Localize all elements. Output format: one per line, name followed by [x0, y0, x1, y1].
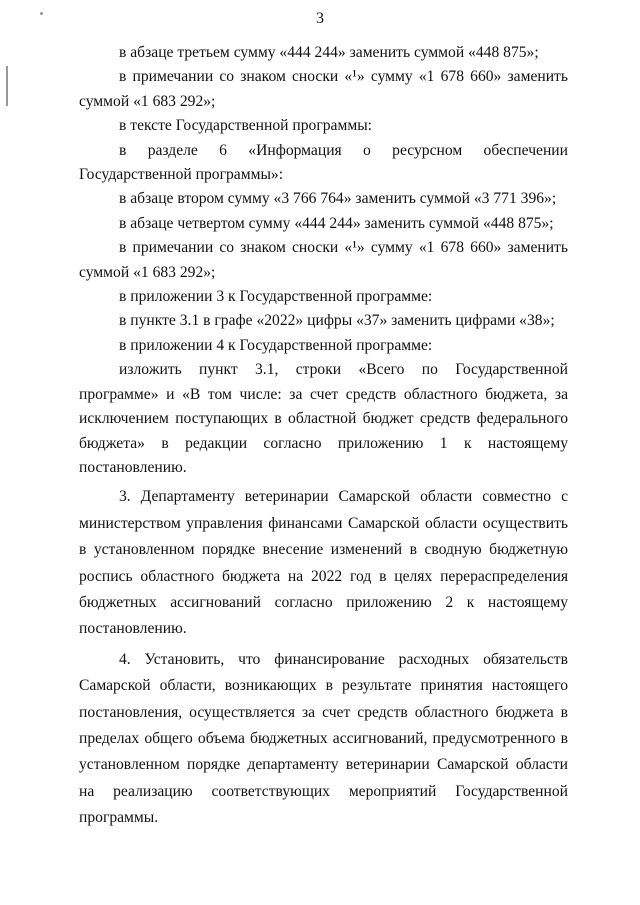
- amendment-paragraph: в пункте 3.1 в графе «2022» цифры «37» заменить цифрами «38»;: [119, 312, 555, 330]
- amendment-paragraph: изложить пункт 3.1, строки «Всего по Государственной программе» и «В том числе: за счет средств областного бюджета, за исключением поступающих в областной бюджет средств федерального бюджета» в редакции согласно приложению 1 к настоящему постановлению.: [79, 361, 568, 476]
- amendment-paragraph: в примечании со знаком сноски «¹» сумму «1 678 660» заменить суммой «1 683 292»;: [79, 239, 568, 281]
- amendment-paragraph: в разделе 6 «Информация о ресурсном обеспечении Государственной программы»:: [79, 141, 568, 184]
- numbered-clause-3: 3. Департаменту ветеринарии Самарской области совместно с министерством управления финансами Самарской области осуществить в установленном порядке внесение изменений в сводную бюджетную роспись областного бюджета на 2022 год в целях перераспределения бюджетных ассигнований согласно приложению 2 к настоящему постановлению.: [79, 488, 568, 638]
- amendment-paragraph: в абзаце четвертом сумму «444 244» заменить суммой «448 875»;: [119, 214, 554, 232]
- amendment-paragraph: в примечании со знаком сноски «¹» сумму «1 678 660» заменить суммой «1 683 292»;: [79, 68, 568, 110]
- document-body: [79, 41, 568, 832]
- scan-mark: [6, 66, 8, 106]
- amendment-paragraph: в приложении 3 к Государственной программе:: [119, 288, 433, 306]
- amendment-paragraph: в абзаце третьем сумму «444 244» заменить суммой «448 875»;: [119, 44, 539, 61]
- page-number: 3: [316, 10, 324, 27]
- amendment-paragraph: в приложении 4 к Государственной программе:: [119, 336, 433, 354]
- numbered-clause-4: 4. Установить, что финансирование расходных обязательств Самарской области, возникающих в результате принятия настоящего постановления, осуществляется за счет средств областного бюджета в пределах общего объема бюджетных ассигнований, предусмотренного в установленном порядке департаменту ветеринарии Самарской области на реализацию соответствующих мероприятий Государственной программы.: [79, 650, 568, 827]
- amendment-paragraph: в абзаце втором сумму «3 766 764» заменить суммой «3 771 396»;: [119, 190, 557, 208]
- amendment-paragraph: в тексте Государственной программы:: [119, 117, 373, 135]
